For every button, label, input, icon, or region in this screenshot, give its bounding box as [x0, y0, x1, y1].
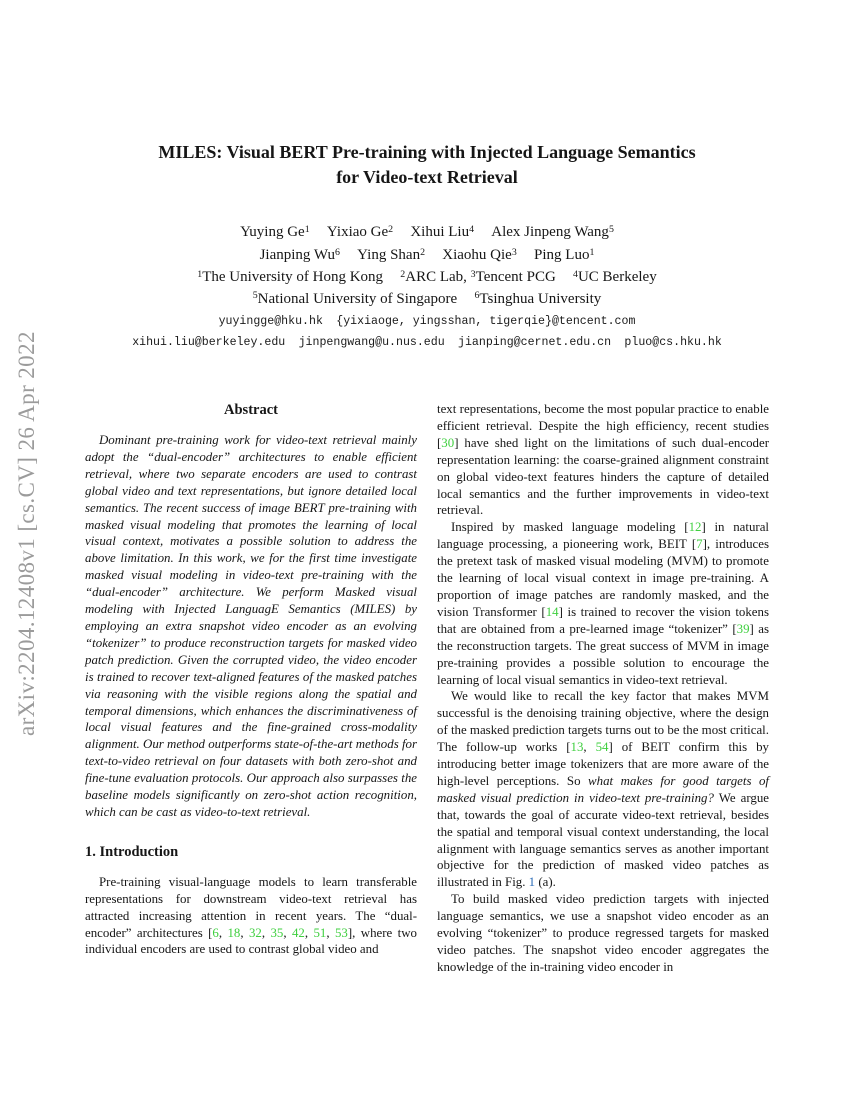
author-block: [85, 221, 769, 267]
introduction-heading: 1. Introduction: [85, 843, 179, 860]
superscript: 1: [304, 223, 310, 235]
body-paragraph: We would like to recall the key factor that makes MVM successful is the denoising training objective, where the design of the masked prediction targets turns out to be the most critical. The follow-up works [13, 54] of BEIT confirm this by introducing better image tokenizers that are more aware of the high-level perceptions. So what makes for good targets of masked visual prediction in video-text pre-training? We argue that, towards the goal of accurate video-text retrieval, besides the spatial and temporal visual context understanding, the local alignment with language semantics serves as another important objective for the prediction of masked video patches as illustrated in Fig. 1 (a).: [437, 689, 770, 890]
citation-link[interactable]: 39: [736, 621, 750, 636]
paper-title-line-2: for Video-text Retrieval: [336, 167, 518, 187]
citation-link[interactable]: 53: [334, 925, 348, 940]
emails-line-2: xihui.liu@berkeley.edu jinpengwang@u.nus.edu jianping@cernet.edu.cn pluo@cs.hku.hk: [132, 336, 722, 349]
page-content: [85, 140, 769, 976]
superscript: 3: [470, 268, 476, 280]
emails-line-1: yuyingge@hku.hk {yixiaoge, yingsshan, tigerqie}@tencent.com: [218, 315, 636, 328]
paper-title-line-1: MILES: Visual BERT Pre-training with Injected Language Semantics: [158, 142, 696, 162]
authors-line-2: Jianping Wu$^6$ Ying Shan$^2$ Xiaohu Qie$^3$ Ping Luo$^1$: [259, 246, 595, 263]
citation-link[interactable]: 7: [696, 537, 703, 552]
citation-link[interactable]: 12: [688, 520, 702, 535]
arxiv-watermark: arXiv:2204.12408v1 [cs.CV] 26 Apr 2022: [14, 331, 39, 737]
citation-link[interactable]: 42: [291, 925, 305, 940]
figure-ref-link[interactable]: 1: [528, 875, 536, 890]
superscript: 6: [334, 246, 340, 258]
body-paragraph: text representations, become the most popular practice to enable efficient retrieval. Despite the high efficiency, recent studies [30] have shed light on the limitations of such dual-encoder representation learning: the coarse-grained alignment constraint on global video-text features hinders the capture of detailed local semantics and the further improvements in video-text retrieval.: [437, 402, 769, 518]
superscript: 6: [474, 290, 480, 302]
superscript: 2: [420, 246, 426, 258]
superscript: 3: [511, 246, 517, 258]
affiliation-block: [85, 267, 769, 310]
superscript: 5: [252, 290, 258, 302]
superscript: 2: [388, 223, 394, 235]
paper-title: [85, 140, 769, 190]
superscript: 1: [589, 246, 595, 258]
two-column-body: [85, 401, 769, 976]
left-column: [85, 401, 417, 976]
citation-link[interactable]: 54: [595, 740, 609, 755]
body-paragraph: To build masked video prediction targets with injected language semantics, we use a snapshot video encoder as an evolving “tokenizer” to produce regressed targets for masked video patches. The snapshot video encoder aggregates the knowledge of the in-training video encoder in: [437, 892, 769, 974]
affiliations-line-2: $^5$National University of Singapore $^6$Tsinghua University: [252, 290, 602, 307]
authors-line-1: Yuying Ge$^1$ Yixiao Ge$^2$ Xihui Liu$^4$ Alex Jinpeng Wang$^5$: [240, 223, 614, 240]
citation-link[interactable]: 30: [441, 435, 455, 450]
right-column: [437, 401, 769, 976]
citation-link[interactable]: 13: [570, 740, 584, 755]
intro-paragraph: Pre-training visual-language models to learn transferable representations for downstream video-text retrieval has attracted increasing attention in recent years. The “dual-encoder” architectures [6, 18, 32, 35, 42, 51, 53], where two individual encoders are used to contrast global video and: [85, 874, 417, 957]
superscript: 4: [573, 268, 578, 280]
citation-link[interactable]: 32: [248, 925, 262, 940]
citation-link[interactable]: 35: [270, 925, 284, 940]
email-block: [85, 311, 769, 353]
citation-link[interactable]: 6: [212, 925, 219, 940]
superscript: 2: [400, 268, 406, 280]
affiliations-line-1: $^1$The University of Hong Kong $^2$ARC Lab, $^3$Tencent PCG $^4$UC Berkeley: [197, 268, 657, 285]
citation-link[interactable]: 51: [313, 925, 327, 940]
abstract-heading: Abstract: [224, 402, 278, 418]
citation-link[interactable]: 18: [227, 925, 241, 940]
citation-link[interactable]: 14: [545, 604, 559, 619]
body-paragraph: Inspired by masked language modeling [12] in natural language processing, a pioneering work, BEIT [7], introduces the pretext task of masked visual modeling (MVM) to promote the learning of local visual context in image pre-training. A proportion of image patches are randomly masked, and the vision Transformer [14] is trained to recover the vision tokens that are obtained from a pre-learned image “tokenizer” [39] as the reconstruction targets. The great success of MVM in image pre-training provides a possible solution to encourage the learning of local visual semantics in video-text retrieval.: [437, 520, 769, 687]
superscript: 1: [197, 268, 203, 280]
superscript: 5: [608, 223, 614, 235]
abstract-text: Dominant pre-training work for video-text retrieval mainly adopt the “dual-encoder” architectures to enable efficient retrieval, where two separate encoders are used to contrast global video and text representations, but ignore detailed local semantics. The recent success of image BERT pre-training with masked visual modeling that promotes the learning of local visual context, motivates a possible solution to address the above limitation. In this work, we for the first time investigate masked visual modeling in video-text pre-training with the “dual-encoder” architecture. We perform Masked visual modeling with Injected LanguagE Semantics (MILES) by employing an extra snapshot video encoder as an evolving “tokenizer” to produce reconstruction targets for masked video patch prediction. Given the corrupted video, the video encoder is trained to recover text-aligned features of the masked patches via reasoning with the visible regions along the spatial and temporal dimensions, which enhances the discriminativeness of local visual features and the fine-grained cross-modality alignment. Our method outperforms state-of-the-art methods for text-to-video retrieval on four datasets with both zero-shot and fine-tune evaluation protocols. Our approach also surpasses the baseline models significantly on zero-shot action recognition, which can be cast as video-to-text retrieval.: [85, 433, 417, 819]
superscript: 4: [469, 223, 475, 235]
